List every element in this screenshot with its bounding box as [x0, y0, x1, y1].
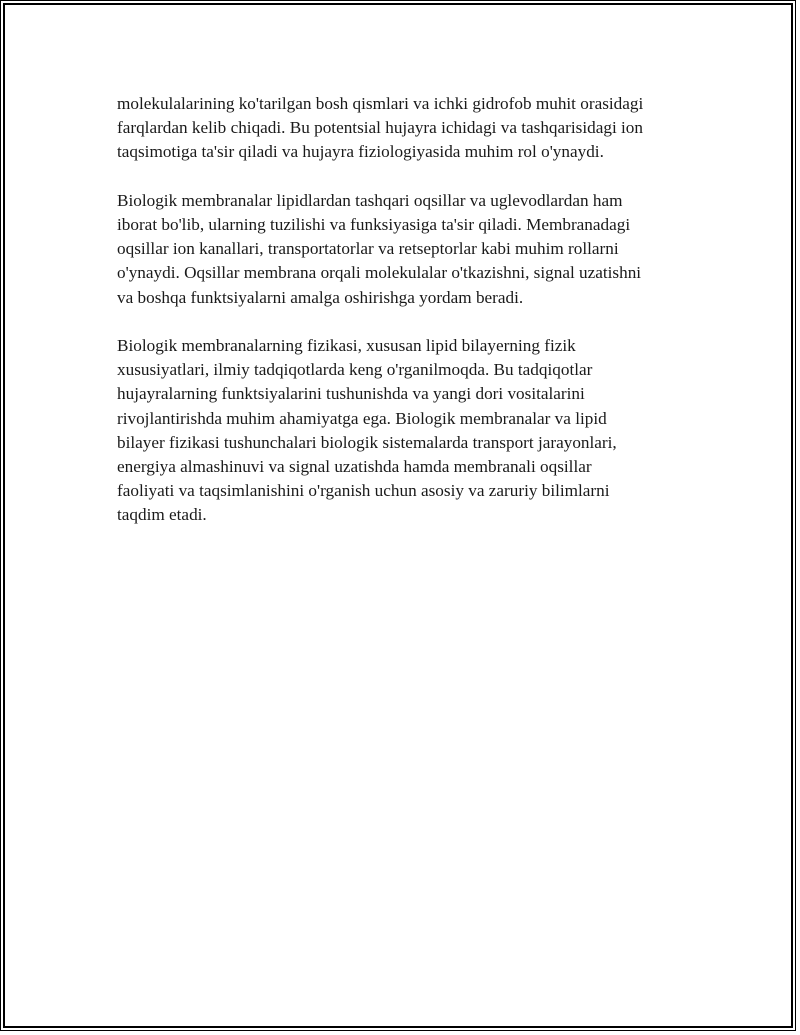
paragraph-membrane-potential: molekulalarining ko'tarilgan bosh qismlari va ichki gidrofob muhit orasidagi farqlardan kelib chiqadi. Bu potentsial hujayra ichidagi va tashqarisidagi ion taqsimotiga ta'sir qiladi va hujayra fiziologiyasida muhim rol o'ynaydi. — [117, 94, 644, 162]
paragraph-membrane-physics: Biologik membranalarning fizikasi, xususan lipid bilayerning fizik xususiyatlari, ilmiy tadqiqotlarda keng o'rganilmoqda. Bu tadqiqotlar hujayralarning funktsiyalarini tushunishda va yangi dori vositalarini rivojlantirishda muhim ahamiyatga ega. Biologik membranalar va lipid bilayer fizikasi tushunchalari biologik sistemalarda transport jarayonlari, energiya almashinuvi va signal uzatishda hamda membranali oqsillar faoliyati va taqsimlanishini o'rganish uchun asosiy va zaruriy bilimlarni taqdim etadi. — [117, 336, 617, 525]
paragraph-membrane-proteins: Biologik membranalar lipidlardan tashqari oqsillar va uglevodlardan ham iborat bo'lib, ularning tuzilishi va funksiyasiga ta'sir qiladi. Membranadagi oqsillar ion kanallari, transportatorlar va retseptorlar kabi muhim rollarni o'ynaydi. Oqsillar membrana orqali molekulalar o'tkazishni, signal uzatishni va boshqa funktsiyalarni amalga oshirishga yordam beradi. — [117, 190, 642, 307]
document-body — [117, 92, 697, 552]
